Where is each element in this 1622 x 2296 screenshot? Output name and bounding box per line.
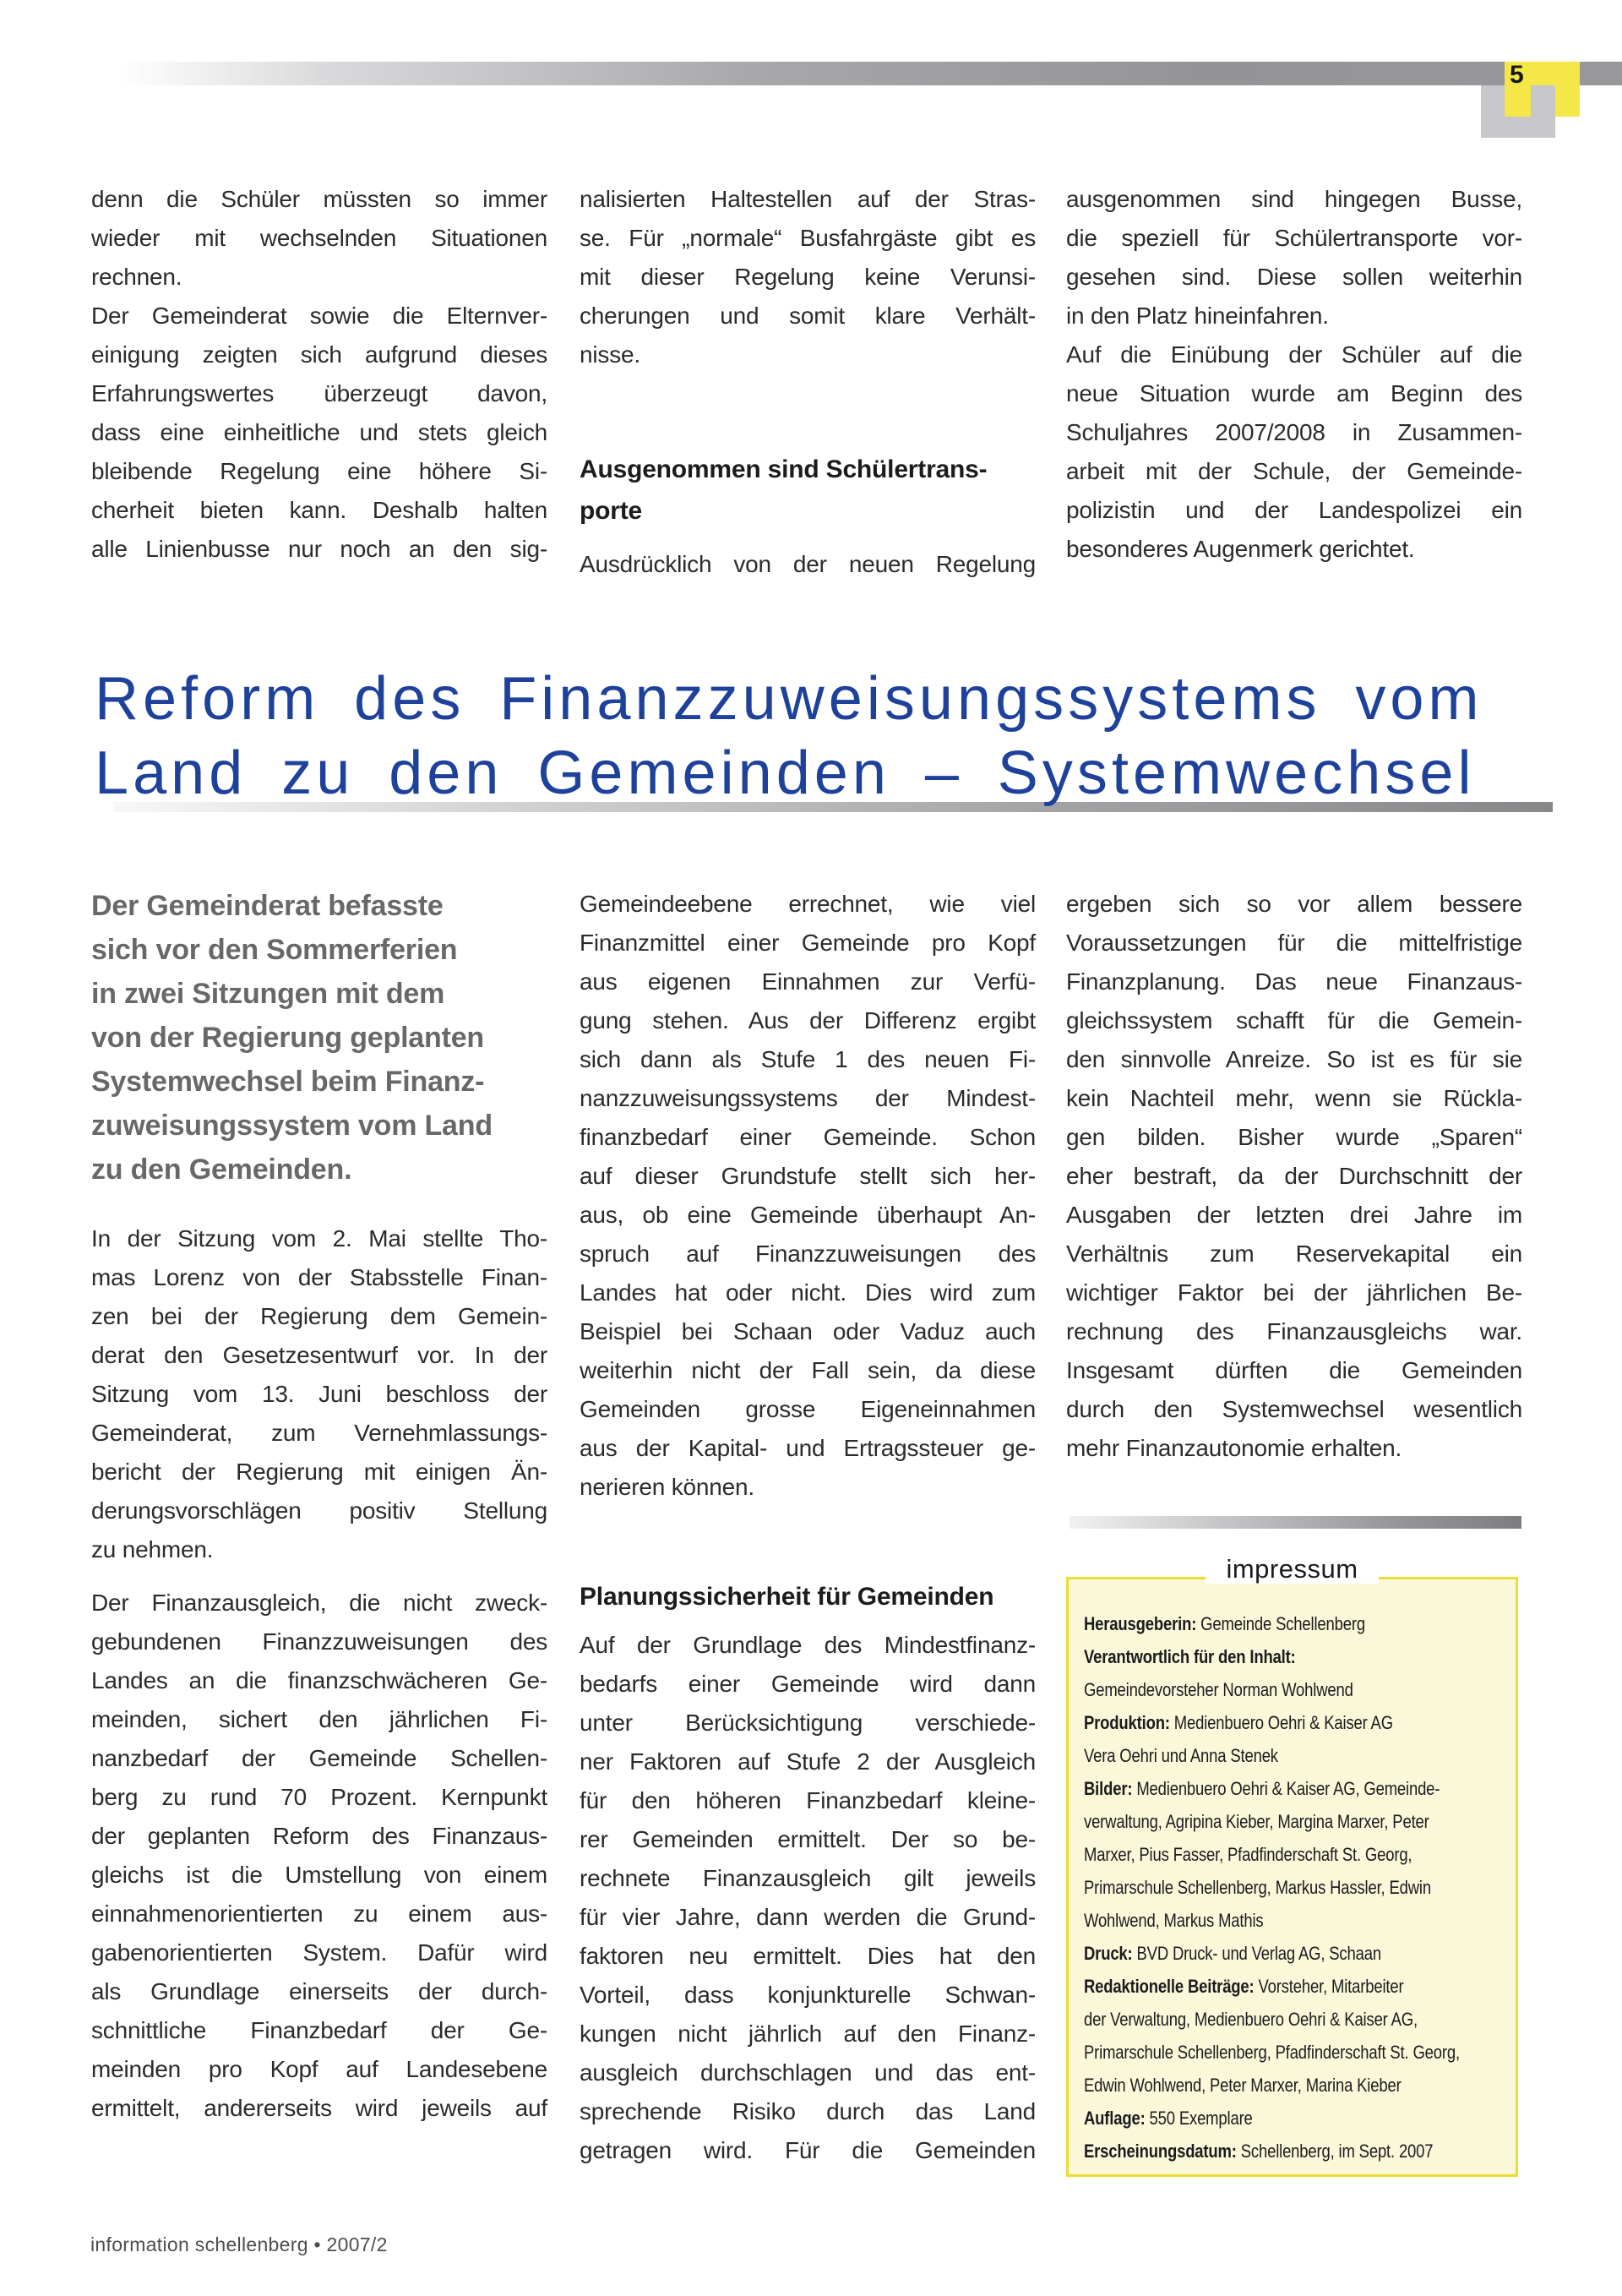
text-line: Ausgenommen sind Schülertrans-	[580, 455, 988, 483]
text-line: für vier Jahre, dann werden die Grund-	[580, 1904, 1036, 1930]
text-line: mit dieser Regelung keine Verunsi-	[580, 264, 1036, 290]
text-line: aus der Kapital- und Ertragssteuer ge-	[580, 1435, 1036, 1461]
text-line: gung stehen. Aus der Differenz ergibt	[580, 1007, 1036, 1033]
header-gradient-bar	[118, 62, 1622, 85]
main-article-intro	[91, 884, 547, 1192]
text-line: eher bestraft, da der Durchschnitt der	[1066, 1163, 1522, 1189]
text-line: cherheit bieten kann. Deshalb halten	[91, 497, 547, 523]
text-line: mehr Finanzautonomie erhalten.	[1066, 1435, 1402, 1461]
text-line: durch den Systemwechsel wesentlich	[1066, 1396, 1522, 1422]
text-line: Insgesamt dürften die Gemeinden	[1066, 1357, 1522, 1383]
text-line: gen bilden. Bisher wurde „Sparen“	[1066, 1124, 1522, 1150]
text-line: Der Gemeinderat befasste	[91, 890, 444, 922]
text-line: als Grundlage einerseits der durch-	[91, 1978, 547, 2004]
impressum-label: Redaktionelle Beiträge:	[1084, 1976, 1255, 1997]
text-line: bedarfs einer Gemeinde wird dann	[580, 1671, 1036, 1697]
impressum-line: Druck: BVD Druck- und Verlag AG, Schaan	[1084, 1943, 1381, 1964]
impressum-label: Produktion:	[1084, 1712, 1170, 1733]
text-line: Verhältnis zum Reservekapital ein	[1066, 1241, 1522, 1267]
text-line: arbeit mit der Schule, der Gemeinde-	[1066, 458, 1522, 484]
impressum-top-bar	[1070, 1516, 1521, 1529]
text-line: denn die Schüler müssten so immer	[91, 186, 547, 212]
text-line: Der Gemeinderat sowie die Elternver-	[91, 303, 547, 329]
main-article-col1-para1	[91, 1219, 547, 1569]
text-line: den sinnvolle Anreize. So ist es für sie	[1066, 1046, 1522, 1072]
impressum-line: Vera Oehri und Anna Stenek	[1084, 1745, 1278, 1766]
text-line: Finanzplanung. Das neue Finanzaus-	[1066, 968, 1522, 995]
top-article-col2-subhead	[580, 449, 1036, 532]
text-line: ermittelt, andererseits wird jeweils auf	[91, 2095, 547, 2121]
impressum-line: Herausgeberin: Gemeinde Schellenberg	[1084, 1613, 1365, 1634]
text-line: neue Situation wurde am Beginn des	[1066, 380, 1522, 406]
impressum-line: Redaktionelle Beiträge: Vorsteher, Mitarbeiter	[1084, 1976, 1404, 1997]
text-line: derat den Gesetzesentwurf vor. In der	[91, 1342, 547, 1368]
text-line: für den höheren Finanzbedarf kleine-	[580, 1787, 1036, 1813]
text-line: Systemwechsel beim Finanz-	[91, 1066, 485, 1098]
impressum-line: Marxer, Pius Fasser, Pfadfinderschaft St. Georg,	[1084, 1844, 1412, 1865]
text-line: Voraussetzungen für die mittelfristige	[1066, 930, 1522, 956]
text-line: Landes an die finanzschwächeren Ge-	[91, 1667, 547, 1693]
text-line: sich vor den Sommerferien	[91, 934, 458, 966]
text-line: sprechende Risiko durch das Land	[580, 2098, 1036, 2124]
impressum-line: verwaltung, Agripina Kieber, Margina Marxer, Peter	[1084, 1811, 1429, 1832]
text-line: Planungssicherheit für Gemeinden	[580, 1583, 994, 1611]
text-line: Vorteil, dass konjunkturelle Schwan-	[580, 1982, 1036, 2008]
main-article-col2-para1	[580, 885, 1036, 1507]
text-line: besonderes Augenmerk gerichtet.	[1066, 536, 1415, 562]
text-line: nanzbedarf der Gemeinde Schellen-	[91, 1745, 547, 1771]
text-line: auf dieser Grundstufe stellt sich her-	[580, 1163, 1036, 1189]
text-line: polizistin und der Landespolizei ein	[1066, 497, 1522, 523]
impressum-line: Edwin Wohlwend, Peter Marxer, Marina Kieber	[1084, 2075, 1402, 2096]
text-line: Auf die Einübung der Schüler auf die	[1066, 341, 1522, 368]
headline-line1: Reform des Finanzzuweisungssystems vom	[95, 665, 1483, 733]
text-line: nisse.	[580, 341, 640, 368]
text-line: gleichs ist die Umstellung von einem	[91, 1862, 547, 1888]
text-line: nalisierten Haltestellen auf der Stras-	[580, 186, 1036, 212]
text-line: getragen wird. Für die Gemeinden	[580, 2137, 1036, 2163]
impressum-label: Auflage:	[1084, 2108, 1146, 2129]
page-number-notch	[1531, 85, 1555, 117]
main-article-col2-para2	[580, 1626, 1036, 2170]
impressum-label: Bilder:	[1084, 1778, 1133, 1799]
text-line: weiterhin nicht der Fall sein, da diese	[580, 1357, 1036, 1383]
impressum-label: Druck:	[1084, 1943, 1133, 1964]
text-line: Sitzung vom 13. Juni beschloss der	[91, 1381, 547, 1407]
text-line: Gemeinden grosse Eigeneinnahmen	[580, 1396, 1036, 1422]
text-line: einigung zeigten sich aufgrund dieses	[91, 341, 547, 368]
impressum-line: Produktion: Medienbuero Oehri & Kaiser AG	[1084, 1712, 1393, 1733]
text-line: Landes hat oder nicht. Dies wird zum	[580, 1279, 1036, 1306]
impressum-line: Bilder: Medienbuero Oehri & Kaiser AG, Gemeinde-	[1084, 1778, 1440, 1799]
impressum-line: Auflage: 550 Exemplare	[1084, 2108, 1253, 2129]
text-line: in zwei Sitzungen mit dem	[91, 978, 445, 1010]
impressum-content	[1084, 1607, 1506, 2168]
text-line: gebundenen Finanzzuweisungen des	[91, 1628, 547, 1655]
text-line: Gemeinderat, zum Vernehmlassungs-	[91, 1420, 547, 1446]
text-line: Erfahrungswertes überzeugt davon,	[91, 380, 547, 406]
footer-text: information schellenberg • 2007/2	[90, 2233, 388, 2255]
text-line: spruch auf Finanzzuweisungen des	[580, 1241, 1036, 1267]
text-line: In der Sitzung vom 2. Mai stellte Tho-	[91, 1225, 547, 1252]
text-line: gabenorientierten System. Dafür wird	[91, 1939, 547, 1966]
text-line: wieder mit wechselnden Situationen	[91, 225, 547, 251]
text-line: ausgenommen sind hingegen Busse,	[1066, 186, 1522, 212]
text-line: ner Faktoren auf Stufe 2 der Ausgleich	[580, 1748, 1036, 1775]
text-line: nerieren können.	[580, 1474, 754, 1500]
text-line: Schuljahres 2007/2008 in Zusammen-	[1066, 419, 1522, 445]
page-number: 5	[1510, 61, 1524, 89]
text-line: die speziell für Schülertransporte vor-	[1066, 225, 1522, 251]
text-line: kein Nachteil mehr, wenn sie Rückla-	[1066, 1085, 1522, 1111]
text-line: rechnen.	[91, 264, 182, 290]
impressum-label: Erscheinungsdatum:	[1084, 2141, 1237, 2162]
top-article-col2-para1	[580, 180, 1036, 374]
impressum-label: Herausgeberin:	[1084, 1613, 1197, 1634]
text-line: bericht der Regierung mit einigen Än-	[91, 1459, 547, 1485]
impressum-label: Verantwortlich für den Inhalt:	[1084, 1646, 1296, 1667]
main-article-col2-subhead	[580, 1576, 1036, 1617]
top-article-col1	[91, 180, 547, 569]
text-line: Beispiel bei Schaan oder Vaduz auch	[580, 1318, 1036, 1344]
impressum-line: der Verwaltung, Medienbuero Oehri & Kaiser AG,	[1084, 2009, 1418, 2030]
text-line: Ausgaben der letzten drei Jahre im	[1066, 1202, 1522, 1228]
impressum-line: Gemeindevorsteher Norman Wohlwend	[1084, 1679, 1353, 1700]
text-line: meinden, sichert den jährlichen Fi-	[91, 1706, 547, 1732]
text-line: von der Regierung geplanten	[91, 1022, 484, 1054]
main-article-col1-para2	[91, 1584, 547, 2128]
impressum-line: Primarschule Schellenberg, Pfadfinderschaft St. Georg,	[1084, 2042, 1460, 2063]
text-line: rechnung des Finanzausgleichs war.	[1066, 1318, 1522, 1344]
text-line: nanzzuweisungssystems der Mindest-	[580, 1085, 1036, 1111]
text-line: ausgleich durchschlagen und das ent-	[580, 2059, 1036, 2086]
text-line: sich dann als Stufe 1 des neuen Fi-	[580, 1046, 1036, 1072]
text-line: in den Platz hineinfahren.	[1066, 303, 1329, 329]
text-line: aus eigenen Einnahmen zur Verfü-	[580, 968, 1036, 995]
text-line: faktoren neu ermittelt. Dies hat den	[580, 1943, 1036, 1969]
text-line: zuweisungssystem vom Land	[91, 1110, 493, 1142]
text-line: Ausdrücklich von der neuen Regelung	[580, 551, 1036, 577]
impressum-title	[1066, 1555, 1518, 1584]
text-line: Auf der Grundlage des Mindestfinanz-	[580, 1632, 1036, 1658]
text-line: se. Für „normale“ Busfahrgäste gibt es	[580, 225, 1036, 251]
text-line: Gemeindeebene errechnet, wie viel	[580, 891, 1036, 917]
impressum-line	[1084, 1640, 1439, 1673]
text-line: cherungen und somit klare Verhält-	[580, 303, 1036, 329]
headline-line2: Land zu den Gemeinden – Systemwechsel	[95, 739, 1476, 807]
text-line: der geplanten Reform des Finanzaus-	[91, 1823, 547, 1849]
text-line: rer Gemeinden ermittelt. Der so be-	[580, 1826, 1036, 1852]
text-line: gesehen sind. Diese sollen weiterhin	[1066, 264, 1522, 290]
text-line: finanzbedarf einer Gemeinde. Schon	[580, 1124, 1036, 1150]
impressum-line: Primarschule Schellenberg, Markus Hassler, Edwin	[1084, 1877, 1431, 1898]
text-line: dass eine einheitliche und stets gleich	[91, 419, 547, 445]
text-line: wichtiger Faktor bei der jährlichen Be-	[1066, 1279, 1522, 1306]
text-line: alle Linienbusse nur noch an den sig-	[91, 536, 547, 562]
impressum-line: Wohlwend, Markus Mathis	[1084, 1910, 1264, 1931]
text-line: einnahmenorientierten zu einem aus-	[91, 1901, 547, 1927]
text-line: gleichssystem schafft für die Gemein-	[1066, 1007, 1522, 1033]
text-line: aus, ob eine Gemeinde überhaupt An-	[580, 1202, 1036, 1228]
text-line: zu den Gemeinden.	[91, 1153, 352, 1186]
text-line: unter Berücksichtigung verschiede-	[580, 1710, 1036, 1736]
text-line: Finanzmittel einer Gemeinde pro Kopf	[580, 930, 1036, 956]
text-line: rechnete Finanzausgleich gilt jeweils	[580, 1865, 1036, 1891]
text-line: porte	[580, 497, 643, 525]
top-article-col2-para2	[580, 545, 1036, 584]
text-line: berg zu rund 70 Prozent. Kernpunkt	[91, 1784, 547, 1810]
text-line: bleibende Regelung eine höhere Si-	[91, 458, 547, 484]
text-line: kungen nicht jährlich auf den Finanz-	[580, 2021, 1036, 2047]
text-line: mas Lorenz von der Stabsstelle Finan-	[91, 1264, 547, 1290]
text-line: schnittliche Finanzbedarf der Ge-	[91, 2017, 547, 2043]
top-article-col3	[1066, 180, 1522, 569]
text-line: meinden pro Kopf auf Landesebene	[91, 2056, 547, 2082]
main-article-col3-para	[1066, 885, 1522, 1468]
text-line: derungsvorschlägen positiv Stellung	[91, 1497, 547, 1524]
impressum-line: Erscheinungsdatum: Schellenberg, im Sept. 2007	[1084, 2141, 1434, 2162]
text-line: zu nehmen.	[91, 1536, 214, 1562]
text-line: ergeben sich so vor allem bessere	[1066, 891, 1522, 917]
text-line: zen bei der Regierung dem Gemein-	[91, 1303, 547, 1329]
impressum-title-label: impressum	[1206, 1555, 1378, 1584]
text-line: Der Finanzausgleich, die nicht zweck-	[91, 1590, 547, 1616]
